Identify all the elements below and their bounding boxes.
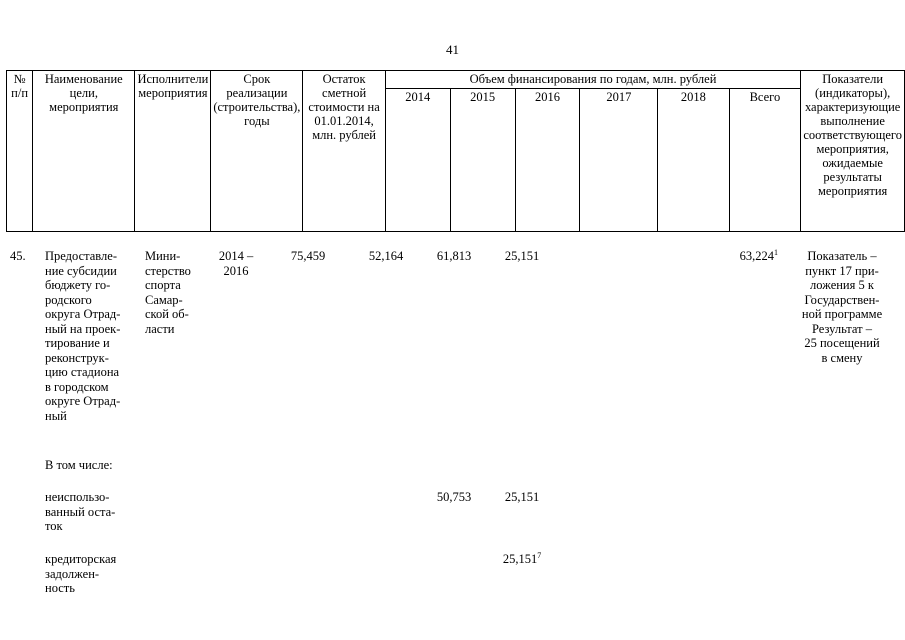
sub2-label: [45, 552, 136, 596]
header-executors: Исполнители мероприятия: [135, 71, 211, 232]
row-value-2015: 61,813: [436, 249, 472, 263]
including-label: В том числе:: [45, 458, 113, 472]
row-indicator-line: Показатель –: [807, 249, 877, 263]
row-value-2014: 52,164: [368, 249, 404, 263]
sub1-label-line: ток: [45, 519, 63, 533]
sub2-label-line: кредиторская: [45, 552, 117, 566]
row-indicator-line: пункт 17 при-: [805, 263, 879, 278]
row-indicator-line: Результат –: [811, 321, 872, 336]
row-name-line: Предоставле-: [45, 249, 117, 263]
sub2-label-line: ность: [45, 581, 75, 595]
sub1-label-line: неиспользо-: [45, 490, 110, 504]
row-indicators: [790, 249, 894, 365]
row-name-line: округе Отрад-: [45, 394, 121, 408]
row-term: 2014 – 2016: [218, 249, 254, 278]
sub1-label-line: ванный оста-: [45, 504, 116, 519]
footnote-mark: 1: [774, 247, 778, 257]
header-year-2014: 2014: [385, 89, 450, 232]
row-name-line: тирование и: [45, 336, 110, 350]
row-indicator-line: в смену: [821, 350, 863, 365]
row-value-total-text: 63,224: [739, 249, 774, 263]
row-value-2016: 25,151: [504, 249, 540, 263]
row-name-line: ный: [45, 408, 67, 423]
row-executor-line: ласти: [145, 321, 175, 336]
sub2-label-line: задолжен-: [45, 566, 100, 581]
header-year-2016: 2016: [515, 89, 580, 232]
row-name-line: цию стадиона: [45, 365, 120, 379]
row-name-line: родского: [45, 292, 92, 307]
sub2-value-2016-text: 25,151: [502, 552, 538, 566]
row-indicator-line: ной программе: [801, 307, 883, 321]
row-executor-line: Мини-: [145, 249, 181, 263]
header-funding-group: Объем финансирования по годам, млн. рублей: [385, 71, 801, 89]
row-name: [45, 249, 136, 423]
header-num: № п/п: [7, 71, 33, 232]
row-value-total: [712, 249, 778, 264]
sub1-label: [45, 490, 136, 534]
row-executor-line: Самар-: [145, 292, 183, 307]
header-name: Наименование цели, мероприятия: [33, 71, 135, 232]
footnote-mark: 7: [537, 550, 542, 560]
header-balance: Остаток сметной стоимости на 01.01.2014, млн. рублей: [303, 71, 385, 232]
row-name-line: округа Отрад-: [45, 307, 121, 321]
page-number: 41: [446, 42, 459, 57]
row-executor-line: стерство: [145, 263, 191, 278]
row-number: 45.: [10, 249, 26, 263]
row-name-line: ный на проек-: [45, 321, 121, 336]
header-year-2015: 2015: [450, 89, 515, 232]
header-term: Срок реализации (строительства), годы: [211, 71, 303, 232]
header-indicators: Показатели (индикаторы), характеризующие выполнение соответствующего мероприятия, ожидаемые результаты мероприятия: [801, 71, 905, 232]
header-year-total: Всего: [729, 89, 801, 232]
row-executor-line: спорта: [145, 278, 181, 292]
header-year-2018: 2018: [658, 89, 729, 232]
sub1-value-2016: 25,151: [504, 490, 540, 504]
header-table: [6, 70, 905, 232]
row-indicator-line: Государствен-: [804, 292, 880, 307]
row-name-line: в городском: [45, 379, 109, 394]
row-executors: [145, 249, 205, 336]
row-indicator-line: ложения 5 к: [810, 278, 874, 292]
header-year-2017: 2017: [580, 89, 658, 232]
row-balance: 75,459: [290, 249, 326, 263]
row-executor-line: ской об-: [145, 307, 189, 321]
row-name-line: ние субсидии: [45, 263, 117, 278]
sub2-value-2016: [488, 552, 556, 567]
sub1-value-2015: 50,753: [436, 490, 472, 504]
row-name-line: бюджету го-: [45, 278, 111, 292]
row-indicator-line: 25 посещений: [804, 336, 880, 350]
row-name-line: реконструк-: [45, 350, 109, 365]
